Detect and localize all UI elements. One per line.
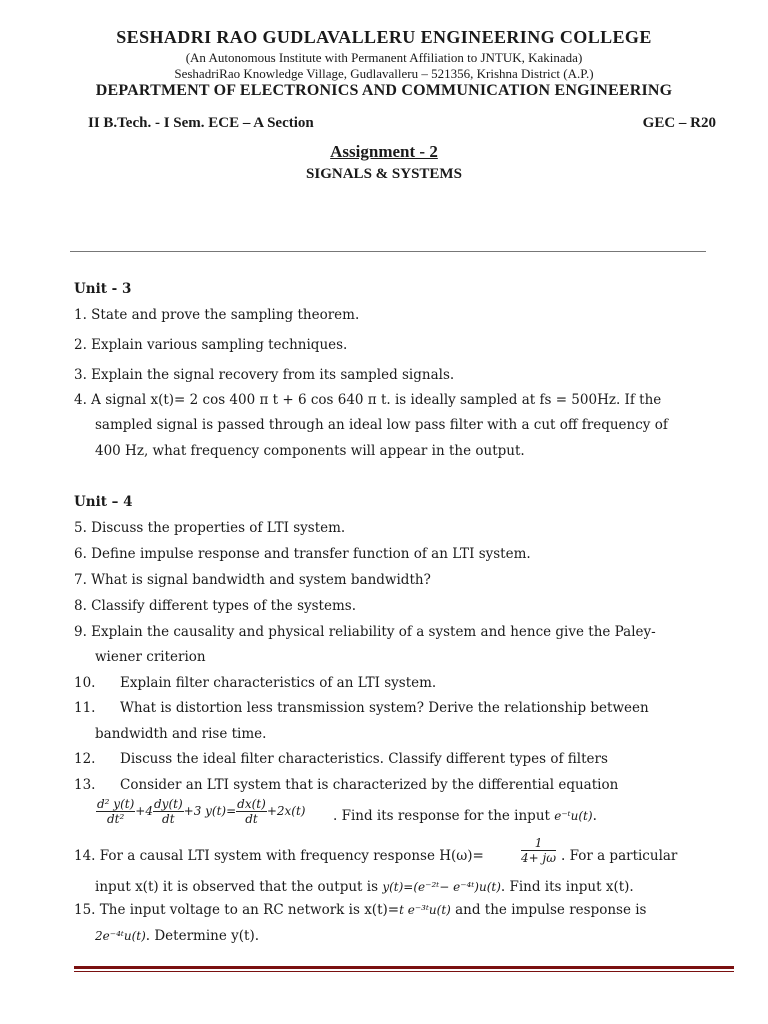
question-10-number: 10. [74, 675, 96, 691]
question-7: 7. What is signal bandwidth and system bandwidth? [74, 572, 431, 588]
class-section: II B.Tech. - I Sem. ECE – A Section [88, 115, 314, 131]
question-13-input: e⁻ᵗu(t) [554, 809, 593, 823]
question-9-line-2: wiener criterion [95, 649, 206, 665]
question-11-line-1: What is distortion less transmission system? Derive the relationship between [120, 700, 649, 716]
subject-title: SIGNALS & SYSTEMS [306, 166, 462, 182]
eq-frac-dx: $\frac{dx(t)}{dt}$ [237, 797, 266, 826]
department-name: DEPARTMENT OF ELECTRONICS AND COMMUNICATION ENGINEERING [95, 82, 673, 99]
question-15-line-2: 2e⁻⁴ᵗu(t). Determine y(t). [95, 928, 259, 944]
question-15-impulse: 2e⁻⁴ᵗu(t) [95, 929, 146, 943]
college-name: SESHADRI RAO GUDLAVALLERU ENGINEERING COLLEGE [116, 27, 652, 47]
question-15-input: t e⁻³ᵗu(t) [399, 903, 451, 917]
question-13-number: 13. [74, 777, 96, 793]
question-11-number: 11. [74, 700, 96, 716]
address-line: SeshadriRao Knowledge Village, Gudlavalleru – 521356, Krishna District (A.P.) [174, 66, 594, 81]
question-5: 5. Discuss the properties of LTI system. [74, 520, 346, 536]
eq-frac-d2y: $\frac{\text{d² y(t)}}{\text{dt²}}$ [97, 797, 135, 826]
unit-3-heading: Unit - 3 [74, 281, 132, 297]
question-13-line-2: . Find its response for the input e⁻ᵗu(t). [333, 808, 597, 824]
unit-4-heading: Unit – 4 [74, 494, 133, 510]
question-13-equation: $\frac{\text{d² y(t)}}{\text{dt²}}$ +4 $\frac{dy(t)}{dt}$ +3 y(t)= $\frac{dx(t)}{dt}$ +2x(t) [97, 797, 306, 826]
question-14-output: y(t)=(e⁻²ᵗ− e⁻⁴ᵗ)u(t) [382, 880, 501, 894]
question-4-line-3: 400 Hz, what frequency components will appear in the output. [95, 443, 525, 459]
question-13-line-1: Consider an LTI system that is characterized by the differential equation [120, 777, 619, 793]
question-8: 8. Classify different types of the systems. [74, 598, 356, 614]
question-15-line-1: 15. The input voltage to an RC network is x(t)=t e⁻³ᵗu(t) and the impulse response is [74, 902, 647, 918]
eq-frac-dy: $\frac{dy(t)}{dt}$ [153, 797, 183, 826]
question-14-line-1: 14. For a causal LTI system with frequency response H(ω)= [74, 848, 484, 864]
question-12: Discuss the ideal filter characteristics. Classify different types of filters [120, 751, 608, 767]
question-9-line-1: 9. Explain the causality and physical reliability of a system and hence give the Paley- [74, 624, 656, 640]
class-line [88, 115, 716, 132]
question-4-line-2: sampled signal is passed through an ideal low pass filter with a cut off frequency of [95, 417, 668, 433]
question-2: 2. Explain various sampling techniques. [74, 337, 348, 353]
question-3: 3. Explain the signal recovery from its sampled signals. [74, 367, 455, 383]
affiliation-line: (An Autonomous Institute with Permanent Affiliation to JNTUK, Kakinada) [185, 50, 583, 65]
regulation-code: GEC – R20 [642, 115, 716, 131]
header-divider [70, 251, 706, 252]
question-14-fraction: $\frac{1}{4+ j\omega}$ [521, 836, 557, 865]
footer-rule-thin [74, 971, 734, 972]
question-14-line-2: input x(t) it is observed that the output is y(t)=(e⁻²ᵗ− e⁻⁴ᵗ)u(t). Find its input x(t). [95, 879, 634, 895]
footer-rule [74, 966, 734, 969]
assignment-title: Assignment - 2 [330, 142, 438, 161]
question-11-line-2: bandwidth and rise time. [95, 726, 267, 742]
question-6: 6. Define impulse response and transfer function of an LTI system. [74, 546, 531, 562]
question-10: Explain filter characteristics of an LTI system. [120, 675, 437, 691]
question-4-line-1: 4. A signal x(t)= 2 cos 400 π t + 6 cos 640 π t. is ideally sampled at fs = 500Hz. If the [74, 392, 662, 408]
question-14-line-1-end: . For a particular [561, 848, 678, 864]
question-1: 1. State and prove the sampling theorem. [74, 307, 360, 323]
question-12-number: 12. [74, 751, 96, 767]
